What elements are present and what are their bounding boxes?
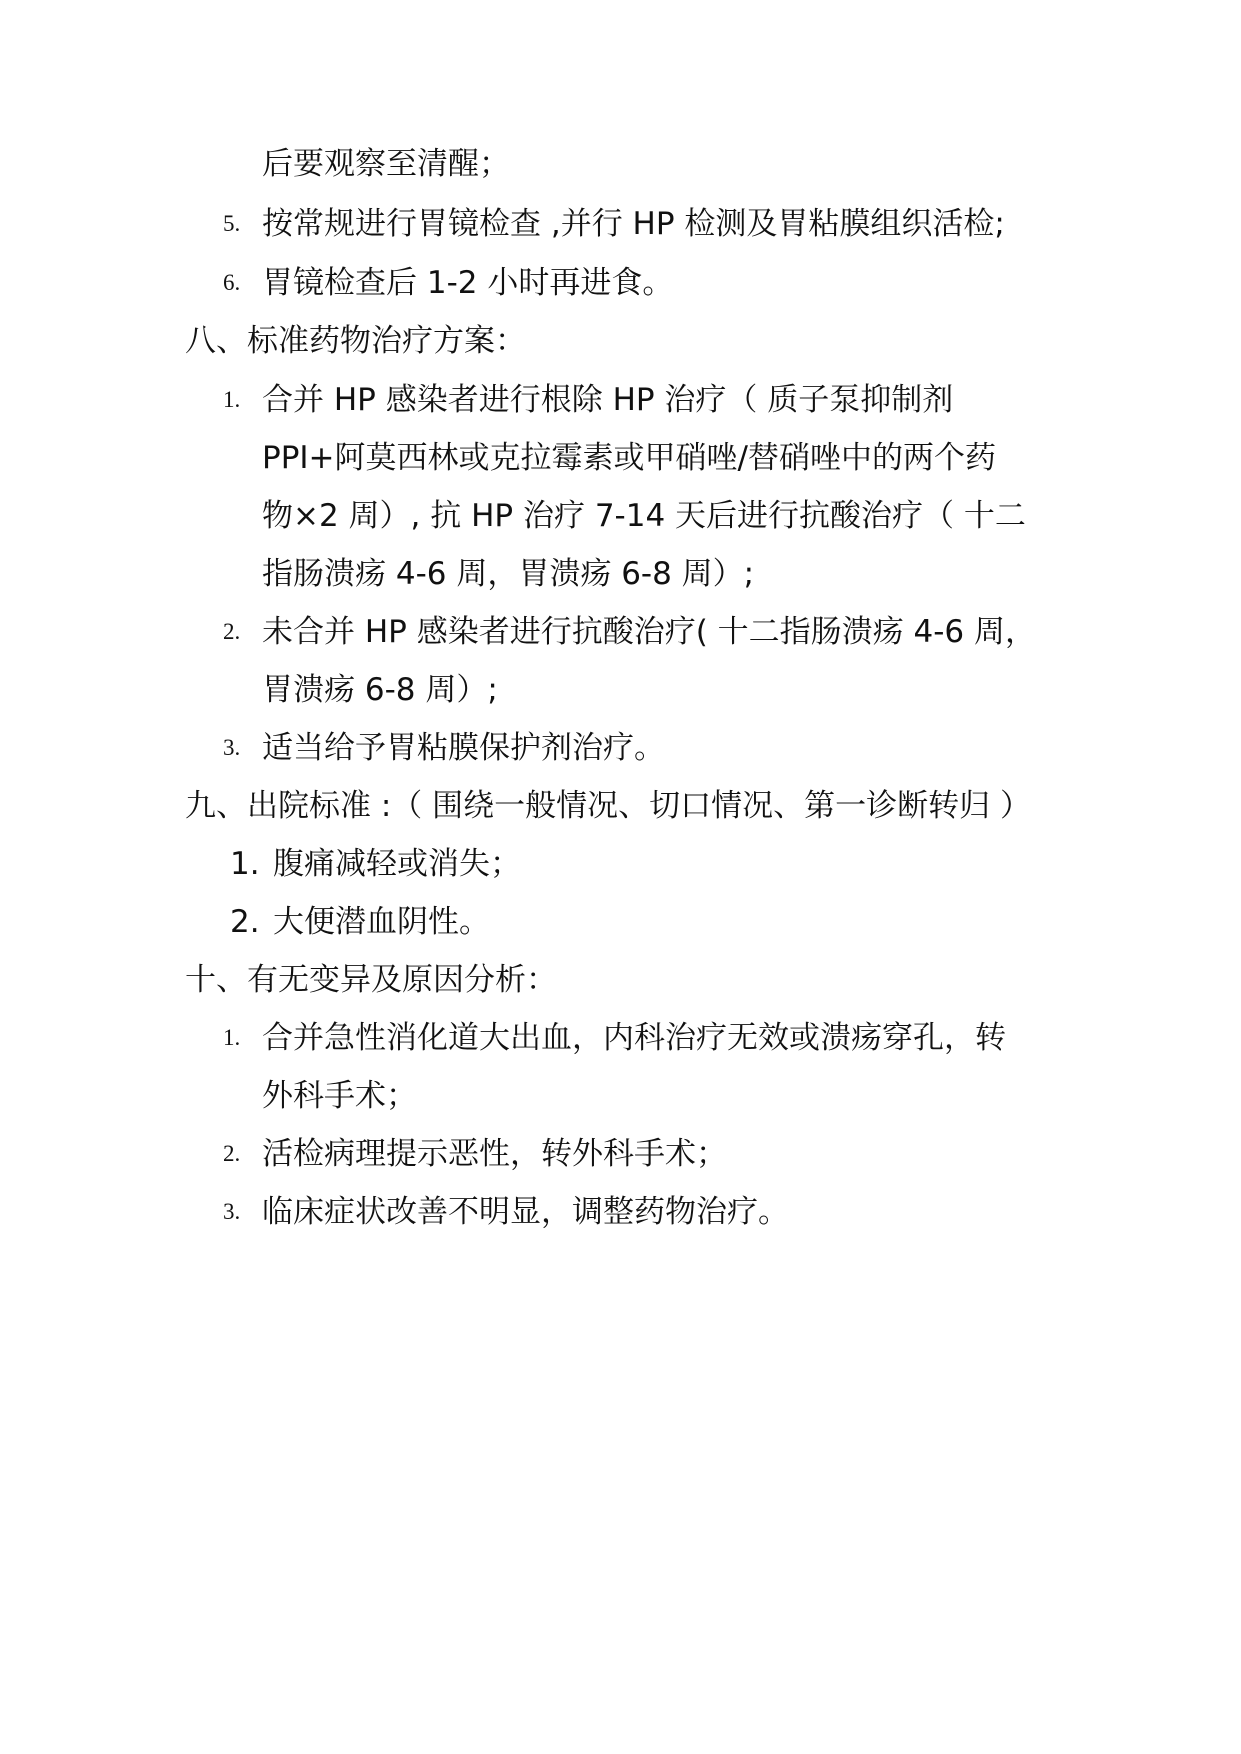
list-item: 合并急性消化道大出血，内科治疗无效或溃疡穿孔，转 [262,1020,1006,1056]
list-number: 3. [223,1199,241,1224]
list-item-continuation: PPI+阿莫西林或克拉霉素或甲硝唑/替硝唑中的两个药 [262,440,996,476]
list-item: 按常规进行胃镜检查 ,并行 HP 检测及胃粘膜组织活检; [262,206,1005,242]
section-heading: 八、标准药物治疗方案： [185,323,526,359]
list-number: 2. [223,1141,241,1166]
list-item: 合并 HP 感染者进行根除 HP 治疗（ 质子泵抑制剂 [262,382,954,418]
list-item-continuation: 指肠溃疡 4-6 周，胃溃疡 6-8 周）; [262,556,755,592]
list-number: 6. [223,270,241,295]
list-item-continuation: 后要观察至清醒； [262,146,510,182]
list-item: 胃镜检查后 1-2 小时再进食。 [262,265,674,301]
list-item: 活检病理提示恶性，转外科手术； [262,1136,727,1172]
list-item-continuation: 胃溃疡 6-8 周）; [262,672,498,708]
list-item: 大便潜血阴性。 [273,904,490,940]
section-heading: 九、出院标准 :（ 围绕一般情况、切口情况、第一诊断转归 ） [185,788,1032,824]
list-item: 适当给予胃粘膜保护剂治疗。 [262,730,665,766]
list-number: 5. [223,211,241,236]
list-number: 1. [223,387,241,412]
list-number: 3. [223,735,241,760]
list-item-continuation: 外科手术； [262,1078,417,1114]
list-item: 临床症状改善不明显，调整药物治疗。 [262,1194,789,1230]
list-item-continuation: 物×2 周）, 抗 HP 治疗 7-14 天后进行抗酸治疗（ 十二 [262,498,1026,534]
list-number: 2. [223,619,241,644]
list-number: 1. [230,846,260,882]
list-number: 1. [223,1025,241,1050]
list-item: 未合并 HP 感染者进行抗酸治疗( 十二指肠溃疡 4-6 周， [262,614,1036,650]
section-heading: 十、有无变异及原因分析： [185,962,557,998]
list-number: 2. [230,904,260,940]
list-item: 腹痛减轻或消失； [273,846,521,882]
